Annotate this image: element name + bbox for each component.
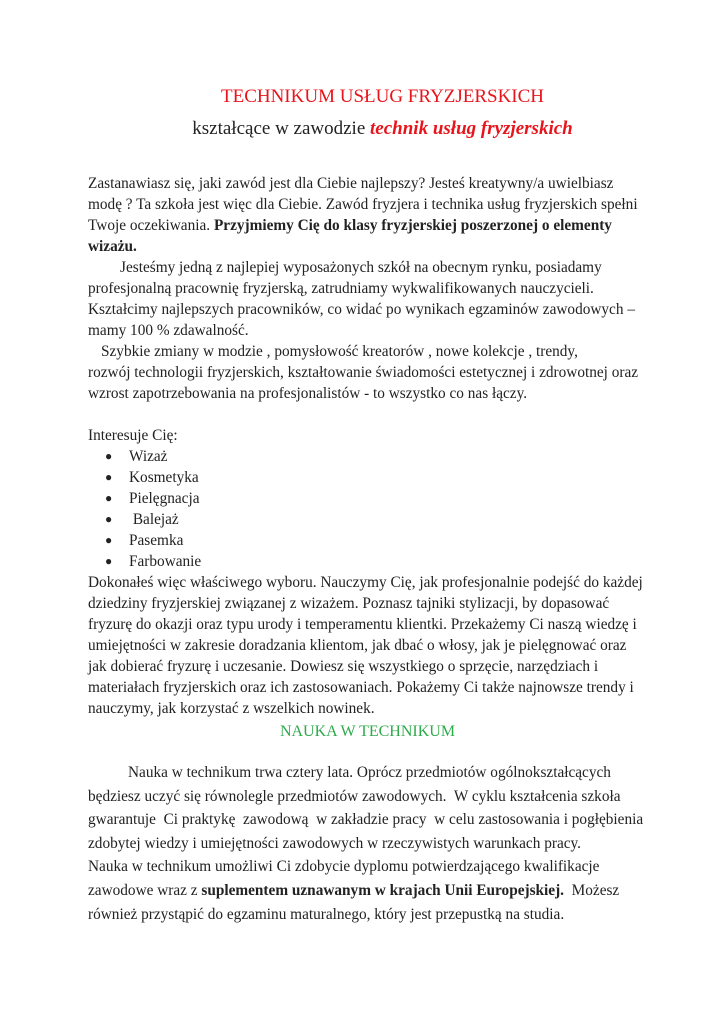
intro-line xyxy=(88,215,648,236)
section-title: NAUKA W TECHNIKUM xyxy=(279,723,456,740)
section-line: zdobytej wiedzy i umiejętności zawodowych w rzeczywistych warunkach pracy. xyxy=(88,834,581,852)
bullet-icon: ● xyxy=(105,554,113,568)
page-title: TECHNIKUM USŁUG FRYZJERSKICH xyxy=(220,86,545,107)
intro-line xyxy=(88,236,648,257)
section-bold-text: suplementem uznawanym w krajach Unii Europejskiej. xyxy=(201,881,564,899)
list-item xyxy=(88,467,648,488)
choice-line: nauczymy, jak korzystać z wszelkich nowinek. xyxy=(88,700,375,717)
intro-line: mamy 100 % zdawalność. xyxy=(88,322,249,339)
section-text: Nauka w technikum trwa cztery lata. Oprócz przedmiotów ogólnokształcących xyxy=(128,764,611,781)
subtitle-highlight: technik usług fryzjerskich xyxy=(370,118,573,139)
intro-bold-text: Przyjmiemy Cię do klasy fryzjerskiej poszerzonej o elementy xyxy=(213,217,612,234)
intro-line: profesjonalną pracownię fryzjerską, zatrudniamy wykwalifikowanych nauczycieli. xyxy=(88,280,594,297)
bullet-icon: ● xyxy=(105,512,113,526)
choice-line: Dokonałeś więc właściwego wyboru. Nauczymy Cię, jak profesjonalnie podejść do każdej xyxy=(88,574,643,591)
list-item xyxy=(88,530,648,551)
intro-text: Szybkie zmiany w modzie , pomysłowość kreatorów , nowe kolekcje , trendy, xyxy=(101,343,578,360)
list-item-label: Farbowanie xyxy=(129,553,202,570)
intro-text: Twoje oczekiwania. xyxy=(88,217,214,234)
intro-line: Zastanawiasz się, jaki zawód jest dla Ciebie najlepszy? Jesteś kreatywny/a uwielbiasz xyxy=(88,175,614,192)
choice-line: materiałach fryzjerskich oraz ich zastosowaniach. Pokażemy Ci także najnowsze trendy i xyxy=(88,679,634,696)
choice-line: jak dobierać fryzurę i uczesanie. Dowiesz się wszystkiego o sprzęcie, narzędziach i xyxy=(88,658,599,675)
intro-line xyxy=(88,257,648,278)
list-item-label: Kosmetyka xyxy=(129,469,199,486)
list-item xyxy=(88,446,648,467)
intro-bold-text: wizażu. xyxy=(88,238,137,255)
choice-line: umiejętności w zakresie doradzania klientom, jak dbać o włosy, jak je pielęgnować oraz xyxy=(88,637,627,654)
intro-line: rozwój technologii fryzjerskich, kształtowanie świadomości estetycznej i zdrowotnej oraz xyxy=(88,364,639,381)
subtitle-prefix: kształcące w zawodzie xyxy=(192,118,371,139)
section-line: Nauka w technikum umożliwi Ci zdobycie dyplomu potwierdzającego kwalifikacje xyxy=(88,858,600,876)
section-line: gwarantuje Ci praktykę zawodową w zakładzie pracy w celu zastosowania i pogłębienia xyxy=(88,811,644,829)
bullet-icon: ● xyxy=(105,533,113,547)
list-item xyxy=(88,509,648,530)
intro-line xyxy=(88,341,648,362)
list-item xyxy=(88,551,648,572)
section-line xyxy=(88,761,648,785)
choice-line: dziedziny fryzjerskiej związanej z wizażem. Poznasz tajniki stylizacji, by dopasować xyxy=(88,595,610,612)
list-item-label: Wizaż xyxy=(129,448,168,465)
intro-section xyxy=(88,173,648,719)
nauka-section xyxy=(88,761,648,926)
bullet-icon: ● xyxy=(105,449,113,463)
list-item-label: Pielęgnacja xyxy=(129,490,200,507)
intro-line: modę ? Ta szkoła jest więc dla Ciebie. Zawód fryzjera i technika usług fryzjerskich spełni xyxy=(88,196,638,213)
bullet-icon: ● xyxy=(105,470,113,484)
section-text: Możesz xyxy=(564,881,620,899)
list-item xyxy=(88,488,648,509)
list-item-label: Pasemka xyxy=(129,532,184,549)
page-subtitle xyxy=(0,118,725,140)
section-text: zawodowe wraz z xyxy=(88,881,202,899)
interests-list xyxy=(88,446,648,572)
intro-line: wzrost zapotrzebowania na profesjonalistów - to wszystko co nas łączy. xyxy=(88,385,528,402)
list-item-label: Balejaż xyxy=(129,511,179,528)
section-line: będziesz uczyć się równolegle przedmiotów zawodowych. W cyklu kształcenia szkoła xyxy=(88,787,621,805)
intro-line: Kształcimy najlepszych pracowników, co widać po wynikach egzaminów zawodowych – xyxy=(88,301,635,318)
choice-line: fryzurę do okazji oraz typu urody i temperamentu klientki. Przekażemy Ci naszą wiedzę i xyxy=(88,616,637,633)
section-line xyxy=(88,879,648,903)
interests-label: Interesuje Cię: xyxy=(88,427,178,444)
section-line: również przystąpić do egzaminu maturalnego, który jest przepustką na studia. xyxy=(88,905,565,923)
intro-text: Jesteśmy jedną z najlepiej wyposażonych szkół na obecnym rynku, posiadamy xyxy=(120,259,602,276)
bullet-icon: ● xyxy=(105,491,113,505)
